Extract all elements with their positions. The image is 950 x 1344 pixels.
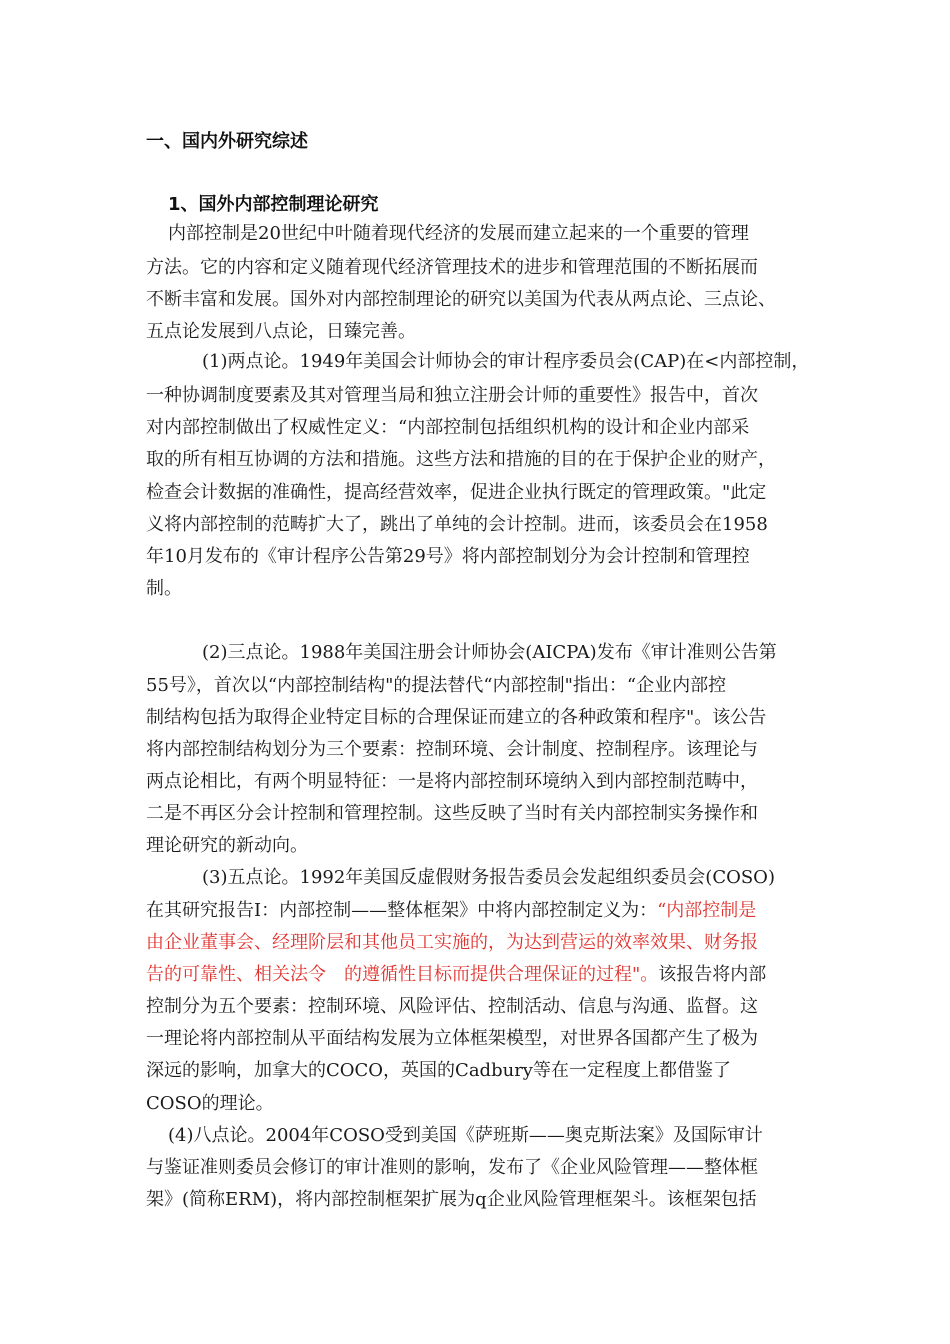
paragraph-line: 方法。它的内容和定义随着现代经济管理技术的进步和管理范围的不断拓展而 [146,257,758,278]
paragraph-line: 不断丰富和发展。国外对内部控制理论的研究以美国为代表从两点论、三点论、 [146,289,776,310]
paragraph-line: 取的所有相互协调的方法和措施。这些方法和措施的目的在于保护企业的财产， [146,449,776,470]
highlighted-quote: 告的可靠性、相关法令 的遵循性目标而提供合理保证的过程"。 [146,964,659,985]
paragraph-line: (2)三点论。1988年美国注册会计师协会(AICPA)发布《审计准则公告第 [202,642,777,663]
paragraph-text: 在其研究报告I：内部控制——整体框架》中将内部控制定义为： [146,900,658,921]
paragraph-line: 架》(简称ERM)，将内部控制框架扩展为q企业风险管理框架斗。该框架包括 [146,1189,757,1210]
paragraph-line: 制。 [146,578,182,599]
paragraph-line: 对内部控制做出了权威性定义：“内部控制包括组织机构的设计和企业内部采 [146,417,750,438]
paragraph-line: 制结构包括为取得企业特定目标的合理保证而建立的各种政策和程序"。该公告 [146,707,767,728]
highlighted-quote: “内部控制是 [657,900,757,921]
paragraph-line: 控制分为五个要素：控制环境、风险评估、控制活动、信息与沟通、监督。这 [146,996,758,1017]
highlighted-quote: 由企业董事会、经理阶层和其他员工实施的，为达到营运的效率效果、财务报 [146,932,758,953]
paragraph-line: 五点论发展到八点论，日臻完善。 [146,321,416,342]
paragraph-text: 该报告将内部 [658,964,767,985]
paragraph-line: 将内部控制结构划分为三个要素：控制环境、会计制度、控制程序。该理论与 [146,739,758,760]
paragraph-line [146,899,756,923]
paragraph-line: 两点论相比，有两个明显特征：一是将内部控制环境纳入到内部控制范畴中， [146,771,758,792]
section-heading: 一、国内外研究综述 [146,131,308,152]
paragraph-line: 深远的影响，加拿大的COCO，英国的Cadbury等在一定程度上都借鉴了 [146,1060,731,1081]
paragraph-line: (1)两点论。1949年美国会计师协会的审计程序委员会(CAP)在<内部控制， [202,351,810,372]
paragraph-line: 55号》，首次以“内部控制结构"的提法替代“内部控制"指出：“企业内部控 [146,675,727,696]
paragraph-line: 义将内部控制的范畴扩大了，跳出了单纯的会计控制。进而，该委员会在1958 [146,514,768,535]
paragraph-line: 检查会计数据的准确性，提高经营效率，促进企业执行既定的管理政策。"此定 [146,482,767,503]
paragraph-line: 二是不再区分会计控制和管理控制。这些反映了当时有关内部控制实务操作和 [146,803,758,824]
paragraph-line [146,963,766,987]
paragraph-line: 理论研究的新动向。 [146,835,308,856]
paragraph-line: (3)五点论。1992年美国反虚假财务报告委员会发起组织委员会(COSO) [202,867,775,888]
paragraph-line: COSO的理论。 [146,1093,274,1114]
subsection-heading: 1、国外内部控制理论研究 [168,194,379,215]
paragraph-line: 与鉴证准则委员会修订的审计准则的影响，发布了《企业风险管理——整体框 [146,1157,758,1178]
paragraph-line: (4)八点论。2004年COSO受到美国《萨班斯——奥克斯法案》及国际审计 [168,1125,763,1146]
paragraph-line: 一理论将内部控制从平面结构发展为立体框架模型，对世界各国都产生了极为 [146,1028,758,1049]
paragraph-line: 年10月发布的《审计程序公告第29号》将内部控制划分为会计控制和管理控 [146,546,750,567]
paragraph-line: 内部控制是20世纪中叶随着现代经济的发展而建立起来的一个重要的管理 [168,223,749,244]
paragraph-line: 一种协调制度要素及其对管理当局和独立注册会计师的重要性》报告中，首次 [146,385,758,406]
